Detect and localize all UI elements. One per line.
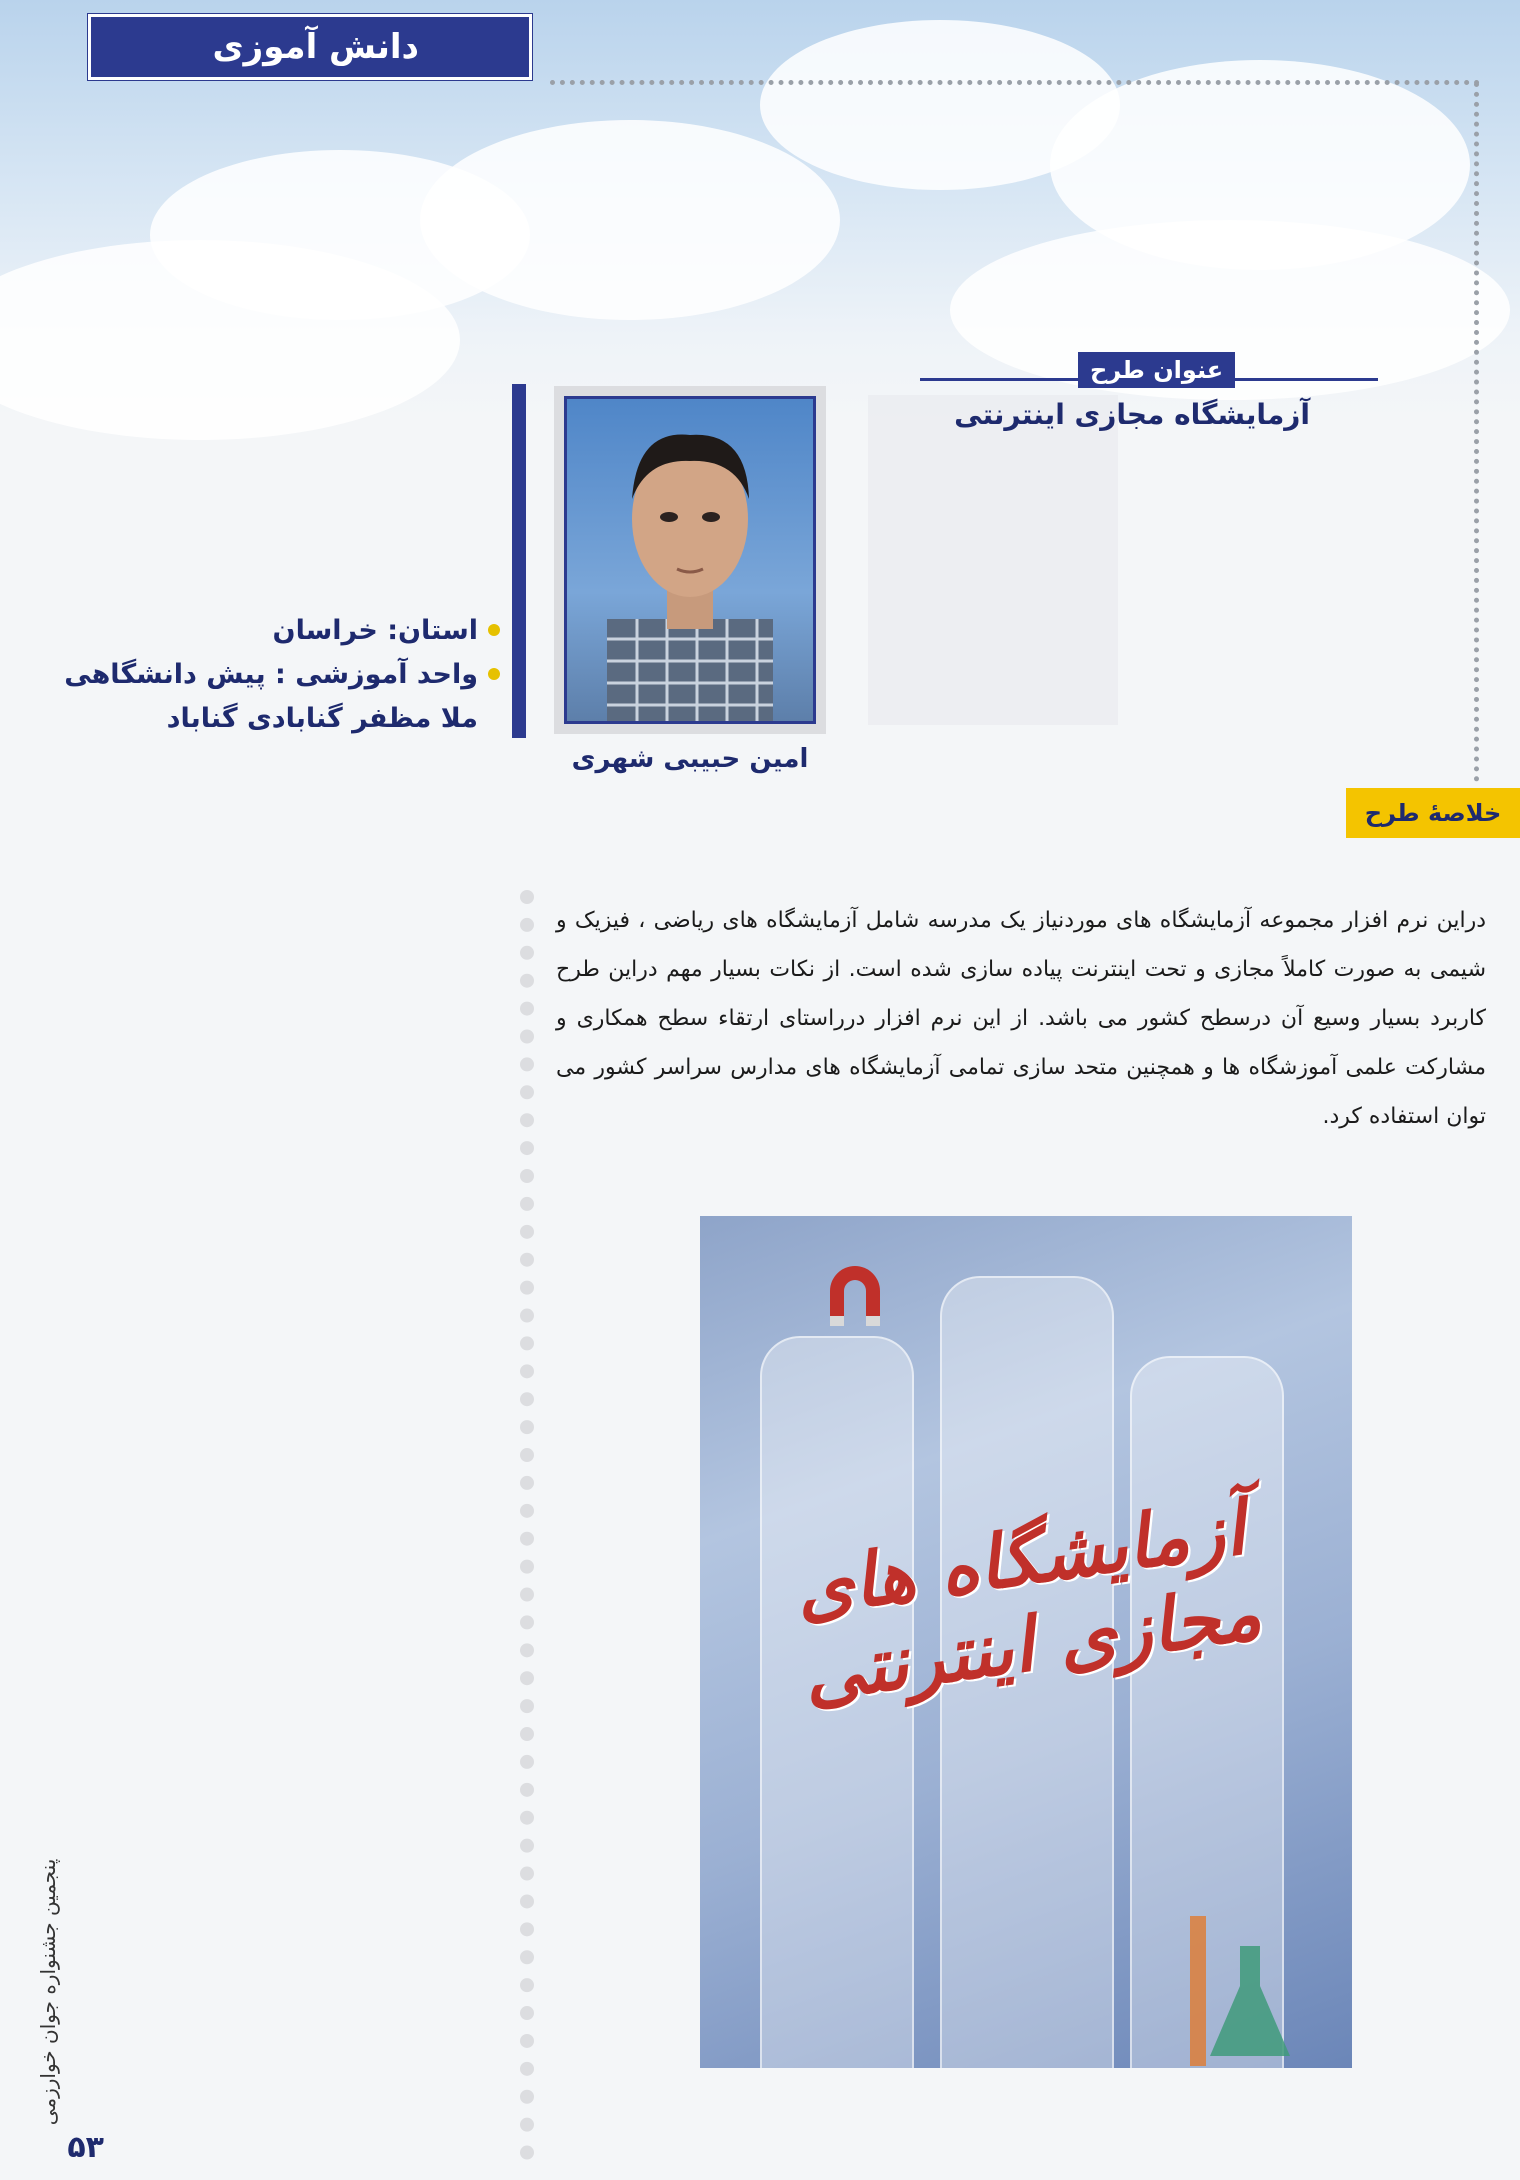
unit-text-continued: ملا مظفر گنابادی گناباد (166, 702, 478, 734)
cloud (420, 120, 840, 320)
summary-text: دراین نرم افزار مجموعه آزمایشگاه های موردنیاز یک مدرسه شامل آزمایشگاه های ریاضی ، فیزیک و شیمی به صورت کاملاً مجازی و تحت اینترنت پیاده سازی شده است. از نکات بسیار مهم دراین طرح کاربرد بسیار وسیع آن درسطح کشور می باشد. از این نرم افزار درراستای ارتقاء سطح همکاری و مشارکت علمی آموزشگاه ها و همچنین متحد سازی تمامی آزمایشگاه های مدارس سراسر کشور می توان استفاده کرد. (556, 908, 1486, 1129)
section-title: دانش آموزی (212, 27, 419, 67)
project-title-label: عنوان طرح (1078, 352, 1235, 388)
faded-background-box (868, 395, 1118, 725)
bullet-icon (488, 668, 500, 680)
unit-text: واحد آموزشی : پیش دانشگاهی (64, 658, 478, 690)
info-row-unit-continued (120, 696, 500, 740)
project-title: آزمایشگاه مجازی اینترنتی (954, 398, 1310, 431)
info-row-unit (64, 652, 500, 696)
portrait-frame (554, 386, 826, 734)
magnet-icon (820, 1256, 890, 1336)
summary-label: خلاصهٔ طرح (1346, 788, 1520, 838)
accent-bar (512, 384, 526, 738)
section-tag (88, 14, 532, 80)
dotted-border-right (1474, 82, 1479, 782)
project-poster (700, 1216, 1352, 2068)
person-info (64, 608, 500, 740)
province-text: استان: خراسان (272, 614, 478, 646)
page-number: ۵۳ (67, 2130, 104, 2165)
poster-title: آزمایشگاه های مجازی اینترنتی (789, 1485, 1267, 1720)
info-row-province (120, 608, 500, 652)
person-name: امین حبیبی شهری (571, 744, 809, 774)
portrait-photo (564, 396, 816, 724)
flask-icon (1180, 1906, 1300, 2066)
dotted-divider (520, 890, 534, 2160)
bullet-icon (488, 624, 500, 636)
festival-name: پنجمین جشنواره جوان خوارزمی (36, 1858, 60, 2126)
dotted-border-top (550, 80, 1480, 85)
